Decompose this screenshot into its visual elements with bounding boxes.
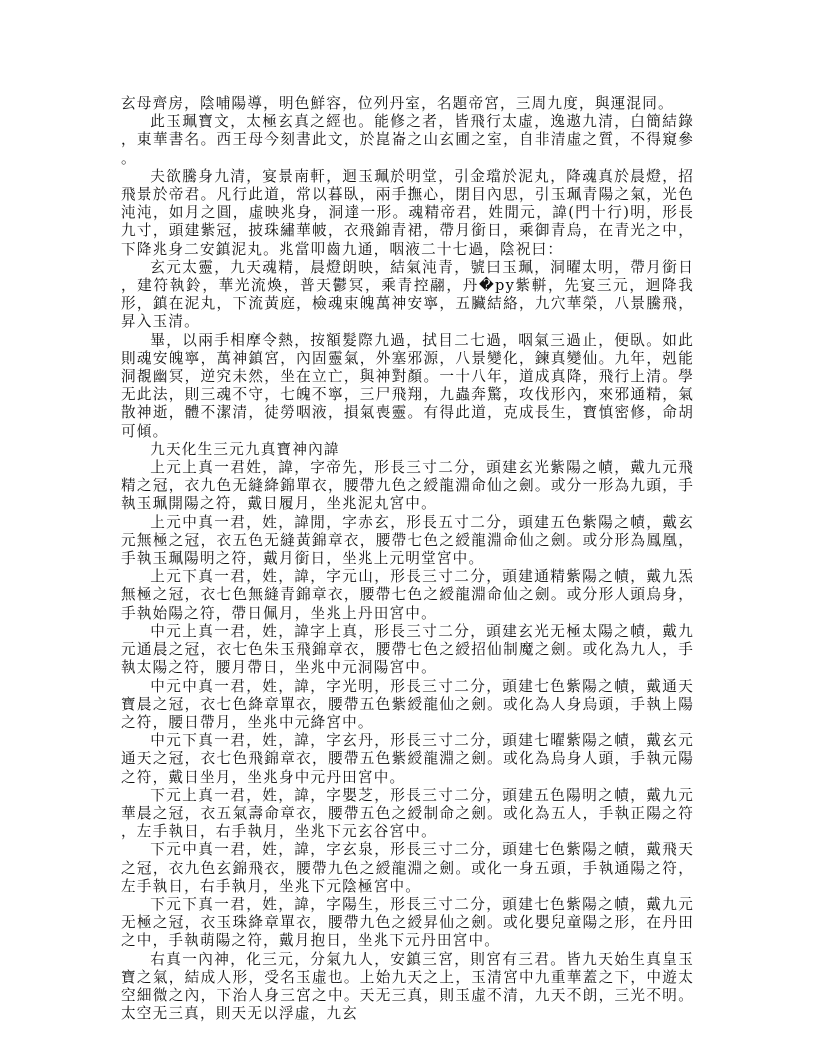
paragraph-upper-primordial-middle-true: 上元中真一君，姓，諱閒，字赤玄，形長五寸二分，頭建五色紫陽之幘，戴玄元無極之冠，衣五色无縫黃錦章衣，腰帶七色之綬龍淵命仙之劍。或分形為鳳凰，手執玉珮陽明之符，戴月銜日，坐兆上元明堂宮中。: [121, 513, 694, 568]
section-heading: 九天化生三元九真寶神內諱: [150, 440, 340, 458]
paragraph-middle-primordial-middle-true: 中元中真一君，姓，諱，字光明，形長三寸二分，頭建七色紫陽之幘，戴通天寶晨之冠，衣七色絳章單衣，腰帶五色紫綬龍仙之劍。或化為人身烏頭，手執上陽之符，腰日帶月，坐兆中元絳宮中。: [121, 677, 694, 731]
paragraph-jade-pendant-scripture: 此玉珮寶文，太極玄真之經也。能修之者，皆飛行太虛，逸遨九清，白簡結錄，東華書名。西王母今刻書此文，於崑崙之山玄圃之室，自非清虛之質，不得窺參。: [121, 113, 694, 167]
paragraph-lower-primordial-upper-true: 下元上真一君，姓，諱，字嬰芝，形長三寸二分，頭建五色陽明之幘，戴九元華晨之冠，衣五氣壽命章衣，腰帶五色之綬制命之劍。或化為五人，手執正陽之符，左手執日，右手執月，坐兆下元玄谷宮中。: [121, 786, 694, 841]
document-page: [121, 95, 694, 1023]
paragraph-practice-method: 畢，以兩手相摩令熱，按額髮際九過，拭目二七過，咽氣三過止，便臥。如此則魂安魄寧，萬神鎮宮，內固靈氣，外塞邪源，八景變化，鍊真變仙。九年，剋能洞覩幽冥，逆究未然，坐在立亡，與神對顏。一十八年，道成真降，飛行上清。學无此法，則三魂不守，七魄不寧，三尸飛翔，九蟲奔驚，攻伐形內，來邪通精，氣散神逝，體不潔清，徒勞咽液，損氣喪靈。有得此道，克成長生，寶慎密修，命胡可傾。: [121, 331, 694, 440]
paragraph-opening-verse: 玄母齊房，陰哺陽導，明色鮮容，位列丹室，名題帝宮，三周九度，與運混同。: [121, 95, 674, 112]
paragraph-lower-primordial-middle-true: 下元中真一君，姓，諱，字玄泉，形長三寸二分，頭建七色紫陽之幘，戴飛天之冠，衣九色玄錦飛衣，腰帶九色之綬龍淵之劍。或化一身五頭，手執通陽之符，左手執日，右手執月，坐兆下元陰極宮中。: [121, 841, 694, 895]
paragraph-secret-incantation: 玄元太靈，九天魂精，晨燈朗映，結氣沌青，號曰玉珮，洞曜太明，帶月銜日，建符執鈴，華光流煥，普天鬱冥，乘青控翮，丹�py紫軿，先宴三元，迴降我形，鎮在泥丸，下流黃庭，檢魂束魄萬神安寧，五臟結絡，九穴華榮，八景騰飛，昇入玉清。: [121, 258, 694, 331]
paragraph-true-one-inner-spirit: 右真一內神，化三元，分氣九人，安鎮三宮，則宮有三君。皆九天始生真皇玉寶之氣，結成人形，受名玉虛也。上始九天之上，玉清宮中九重華蓋之下，中遊太空細微之內，下治人身三宮之中。天无三真，則玉虛不清，九天不朗，三光不明。太空无三真，則天无以浮虛，九玄: [121, 950, 694, 1023]
paragraph-upper-primordial-upper-true: 上元上真一君姓，諱，字帝先，形長三寸二分，頭建玄光紫陽之幘，戴九元飛精之冠，衣九色无縫絳錦單衣，腰帶九色之綬龍淵命仙之劍。或分一形為九頭，手執玉珮開陽之符，戴日履月，坐兆泥丸宮中。: [121, 459, 694, 513]
paragraph-middle-primordial-lower-true: 中元下真一君，姓，諱，字玄丹，形長三寸二分，頭建七曜紫陽之幘，戴玄元通天之冠，衣七色飛錦章衣，腰帶五色紫綬龍淵之劍。或化為烏身人頭，手執元陽之符，戴日坐月，坐兆身中元丹田宮中。: [121, 732, 694, 786]
paragraph-middle-primordial-upper-true: 中元上真一君，姓，諱字上真，形長三寸二分，頭建玄光无極太陽之幘，戴九元通晨之冠，衣七色朱玉飛錦章衣，腰帶七色之綬招仙制魔之劍。或化為九人，手執太陽之符，腰月帶日，坐兆中元洞陽宮中。: [121, 622, 694, 677]
paragraph-upper-primordial-lower-true: 上元下真一君，姓，諱，字元山，形長三寸二分，頭建通精紫陽之幘，戴九炁無極之冠，衣七色無縫青錦章衣，腰帶七色之綬龍淵命仙之劍。或分形人頭烏身，手執始陽之符，帶日佩月，坐兆上丹田宮中。: [121, 568, 694, 622]
paragraph-ascend-nine-heavens: 夫欲騰身九清，宴景南軒，迴玉珮於明堂，引金璫於泥丸，降魂真於晨燈，招飛景於帝君。凡行此道，常以暮臥，兩手撫心，閉目內思，引玉珮青陽之氣，光色沌沌，如月之圓，虛映兆身，洞達一形。魂精帝君，姓閒元，諱(門十行)明，形長九寸，頭建紫冠，披珠繡華帔，衣飛錦青裙，帶月銜日，乘御青烏，在青光之中，下降兆身二安鎮泥丸。兆當叩齒九通，咽液二十七過，陰祝曰：: [121, 167, 694, 258]
paragraph-lower-primordial-lower-true: 下元下真一君，姓，諱，字陽生，形長三寸二分，頭建七色紫陽之幘，戴九元无極之冠，衣玉珠絳章單衣，腰帶九色之綬昇仙之劍。或化嬰兒童陽之形，在丹田之中，手執萌陽之符，戴月抱日，坐兆下元丹田宮中。: [121, 895, 694, 950]
